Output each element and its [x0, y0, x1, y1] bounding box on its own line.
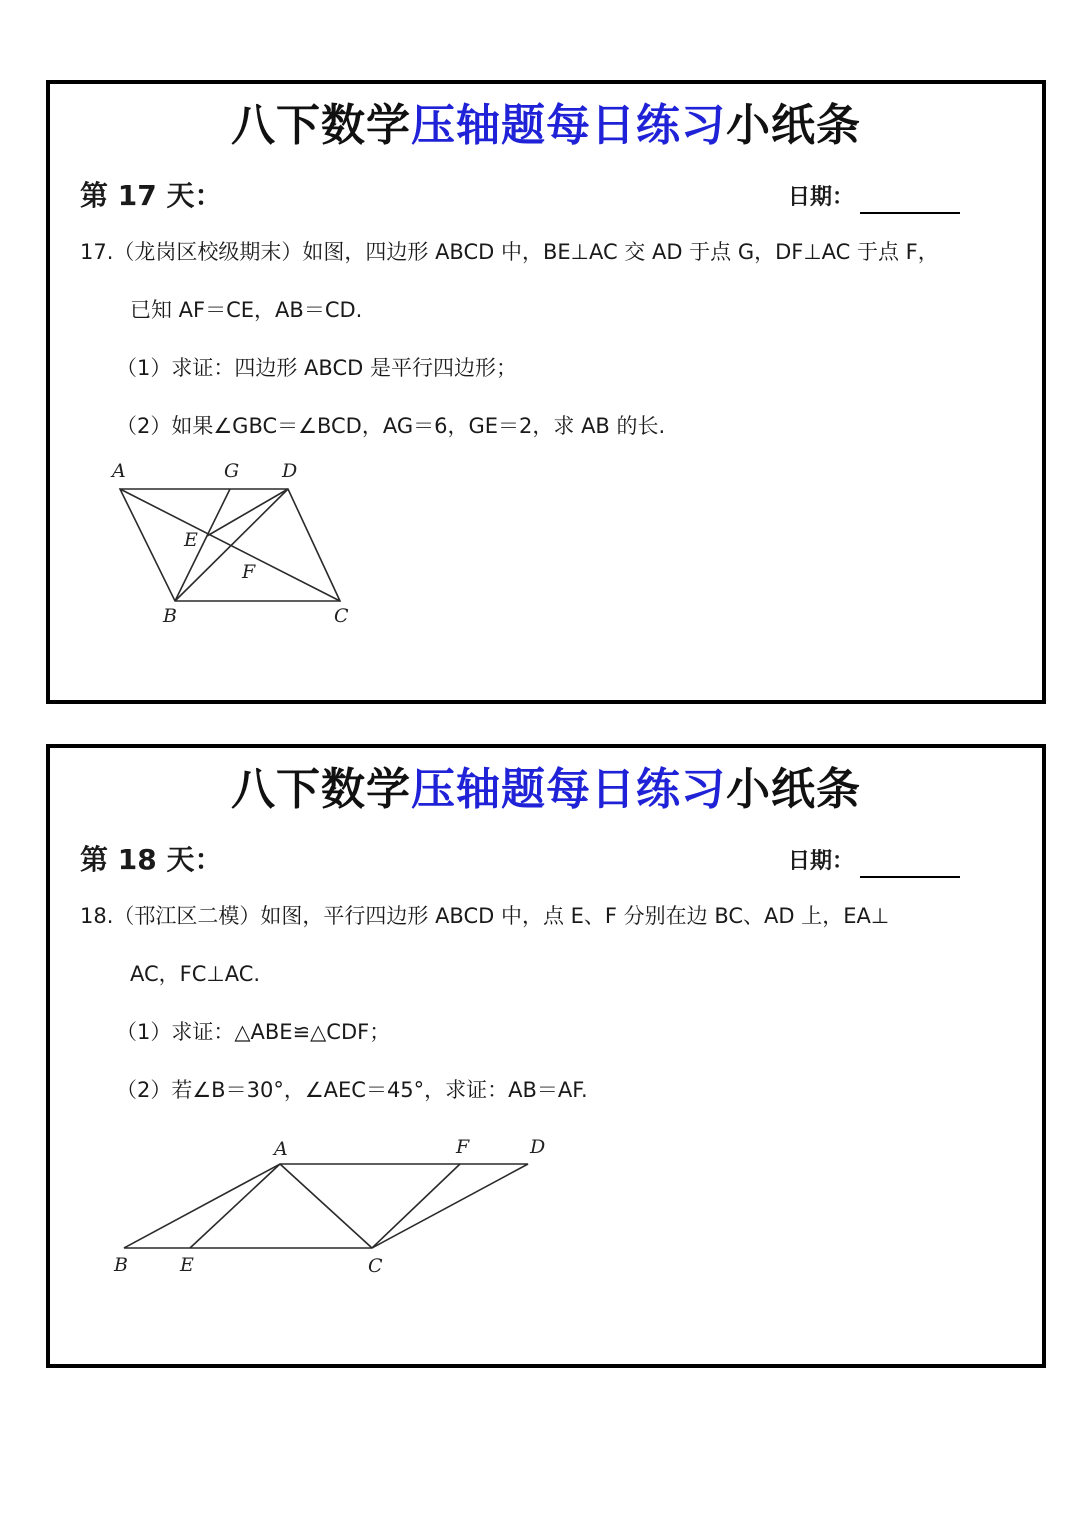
card-title — [50, 96, 1042, 156]
label-b: B — [114, 1254, 128, 1276]
day-label: 第 17 天： — [80, 179, 223, 212]
label-f: F — [242, 561, 256, 583]
segment-ac — [280, 1164, 372, 1248]
practice-card-day-17 — [46, 80, 1046, 704]
day-label: 第 18 天： — [80, 843, 223, 876]
label-d: D — [530, 1136, 546, 1158]
label-a: A — [274, 1138, 288, 1160]
card-title — [50, 760, 1042, 820]
label-d: D — [282, 460, 298, 482]
date-blank-line[interactable] — [860, 190, 960, 214]
geometry-figure-parallelogram-abcd — [100, 454, 420, 634]
question-stem-line-1: 18.（邗江区二模）如图，平行四边形 ABCD 中，点 E、F 分别在边 BC、AD 上，EA⊥ — [80, 904, 890, 928]
title-part-note: 小纸条 — [726, 100, 861, 151]
date-blank-line[interactable] — [860, 854, 960, 878]
segment-cf — [372, 1164, 460, 1248]
geometry-figure-parallelogram-abcd — [106, 1128, 566, 1278]
date-field — [788, 846, 960, 878]
label-g: G — [224, 460, 240, 482]
date-label: 日期： — [788, 849, 855, 874]
label-e: E — [180, 1254, 194, 1276]
date-label: 日期： — [788, 185, 855, 210]
question-stem-line-2: AC，FC⊥AC. — [130, 962, 261, 986]
label-c: C — [368, 1255, 383, 1277]
label-e: E — [184, 529, 198, 551]
date-field — [788, 182, 960, 214]
label-a: A — [112, 460, 126, 482]
label-b: B — [163, 605, 177, 627]
label-c: C — [334, 605, 349, 627]
title-part-grade: 八下数学 — [231, 764, 411, 815]
question-part-2: （2）如果∠GBC＝∠BCD，AG＝6，GE＝2，求 AB 的长. — [116, 414, 666, 438]
label-f: F — [456, 1136, 470, 1158]
question-part-1: （1）求证：△ABE≌△CDF； — [116, 1020, 391, 1044]
question-stem-line-1: 17.（龙岗区校级期末）如图，四边形 ABCD 中，BE⊥AC 交 AD 于点 G，DF⊥AC 于点 F， — [80, 240, 939, 264]
question-stem-line-2: 已知 AF＝CE，AB＝CD. — [130, 298, 363, 322]
question-part-1: （1）求证：四边形 ABCD 是平行四边形； — [116, 356, 517, 380]
title-part-grade: 八下数学 — [231, 100, 411, 151]
segment-ac — [120, 489, 340, 601]
title-part-topic: 压轴题每日练习 — [411, 100, 726, 151]
title-part-note: 小纸条 — [726, 764, 861, 815]
title-part-topic: 压轴题每日练习 — [411, 764, 726, 815]
practice-card-day-18 — [46, 744, 1046, 1368]
question-part-2: （2）若∠B＝30°，∠AEC＝45°，求证：AB＝AF. — [116, 1078, 588, 1102]
